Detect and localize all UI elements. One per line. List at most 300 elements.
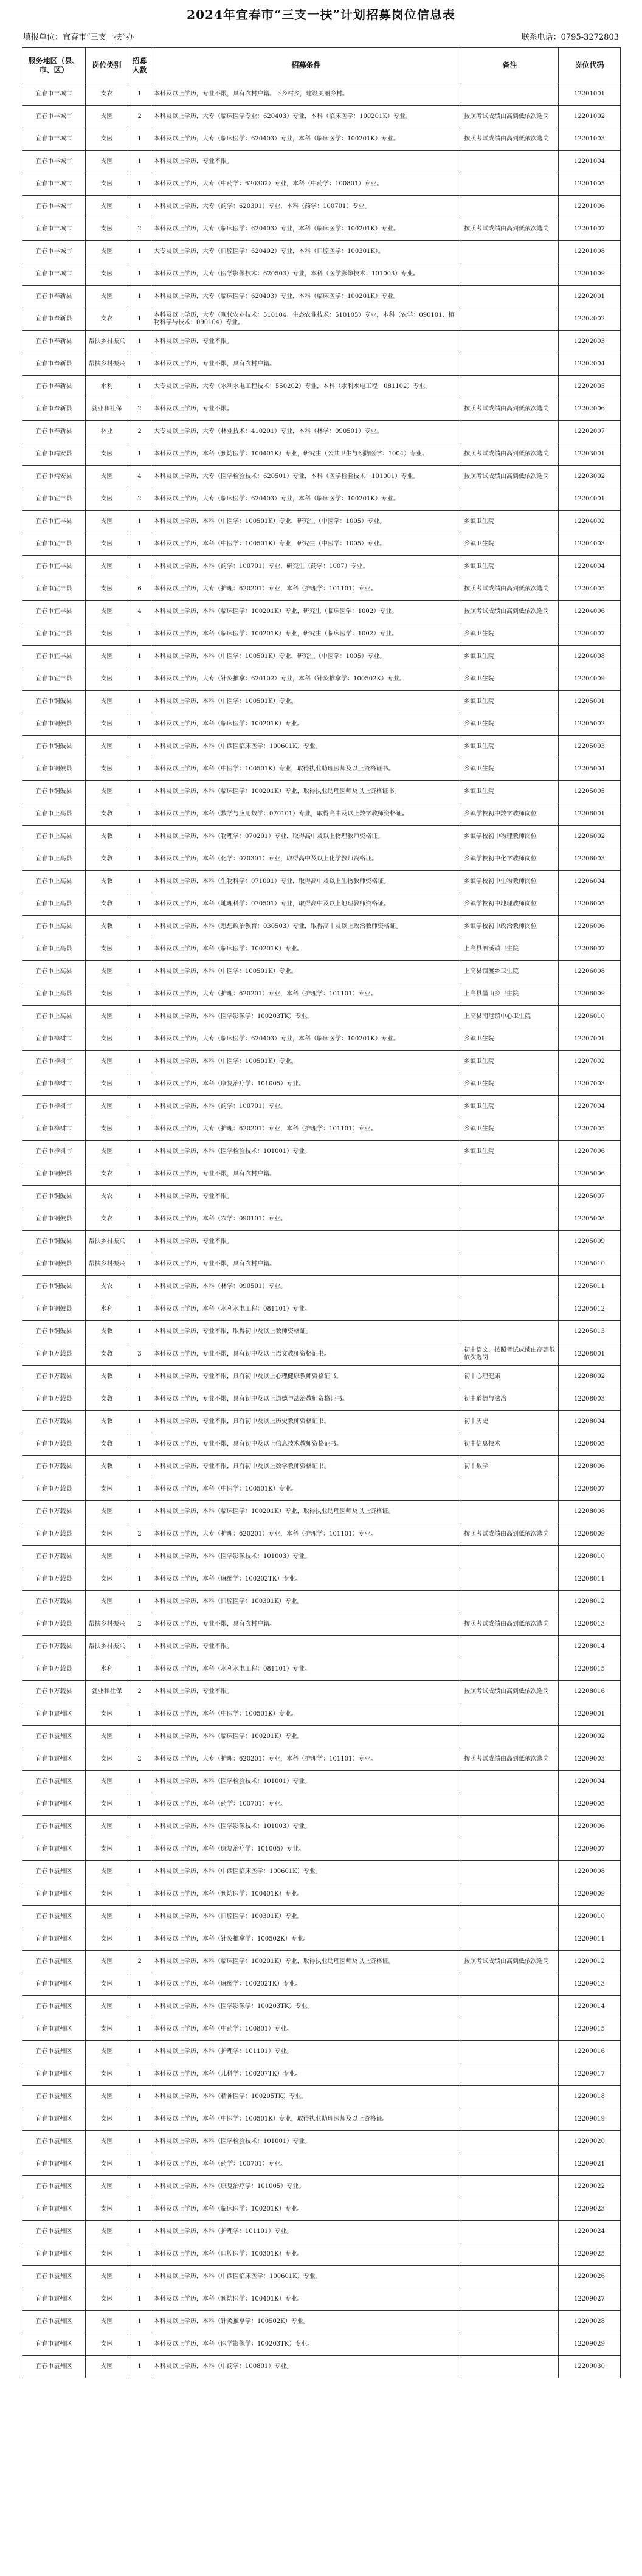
conditions-cell: 本科及以上学历，大专（护理：620201）专业，本科（护理学：101101）专业。 bbox=[151, 578, 461, 601]
category-cell: 支医 bbox=[86, 1816, 128, 1838]
code-cell: 12202004 bbox=[559, 353, 621, 376]
remarks-cell bbox=[461, 1838, 559, 1861]
conditions-cell: 本科及以上学历，专业不限。 bbox=[151, 398, 461, 421]
remarks-cell bbox=[461, 1231, 559, 1253]
category-cell: 支医 bbox=[86, 2063, 128, 2086]
count-cell: 1 bbox=[128, 1366, 151, 1388]
category-cell: 支农 bbox=[86, 1276, 128, 1298]
table-row bbox=[22, 263, 621, 286]
column-header-region: 服务地区（县、市、区） bbox=[22, 48, 86, 83]
remarks-cell bbox=[461, 2311, 559, 2333]
count-cell: 1 bbox=[128, 916, 151, 938]
count-cell: 1 bbox=[128, 2288, 151, 2311]
category-cell: 支医 bbox=[86, 1028, 128, 1051]
table-row bbox=[22, 1208, 621, 1231]
remarks-cell: 乡镇卫生院 bbox=[461, 623, 559, 646]
region-cell: 宜春市万载县 bbox=[22, 1636, 86, 1658]
code-cell: 12204009 bbox=[559, 668, 621, 691]
region-cell: 宜春市袁州区 bbox=[22, 2153, 86, 2176]
region-cell: 宜春市樟树市 bbox=[22, 1096, 86, 1118]
table-row bbox=[22, 646, 621, 668]
category-cell: 帮扶乡村振兴 bbox=[86, 331, 128, 353]
category-cell: 支医 bbox=[86, 2086, 128, 2108]
category-cell: 支医 bbox=[86, 2311, 128, 2333]
conditions-cell: 本科及以上学历，专业不限。 bbox=[151, 1636, 461, 1658]
region-cell: 宜春市万载县 bbox=[22, 1658, 86, 1681]
remarks-cell: 上高县泗溪镇卫生院 bbox=[461, 938, 559, 961]
category-cell: 支医 bbox=[86, 1793, 128, 1816]
conditions-cell: 本科及以上学历，大专（药学：620301）专业，本科（药学：100701）专业。 bbox=[151, 196, 461, 218]
conditions-cell: 本科及以上学历，本科（林学：090501）专业。 bbox=[151, 1276, 461, 1298]
table-row bbox=[22, 2041, 621, 2063]
count-cell: 2 bbox=[128, 398, 151, 421]
category-cell: 支农 bbox=[86, 1186, 128, 1208]
region-cell: 宜春市铜鼓县 bbox=[22, 713, 86, 736]
count-cell: 2 bbox=[128, 1613, 151, 1636]
region-cell: 宜春市丰城市 bbox=[22, 128, 86, 151]
remarks-cell: 乡镇卫生院 bbox=[461, 758, 559, 781]
conditions-cell: 本科及以上学历，专业不限，具有初中及以上数学教师资格证书。 bbox=[151, 1456, 461, 1478]
table-row bbox=[22, 1253, 621, 1276]
table-row bbox=[22, 2333, 621, 2356]
region-cell: 宜春市樟树市 bbox=[22, 1073, 86, 1096]
count-cell: 1 bbox=[128, 1208, 151, 1231]
region-cell: 宜春市上高县 bbox=[22, 961, 86, 983]
count-cell: 1 bbox=[128, 1276, 151, 1298]
code-cell: 12209030 bbox=[559, 2356, 621, 2378]
conditions-cell: 本科及以上学历，专业不限。 bbox=[151, 1681, 461, 1703]
region-cell: 宜春市万载县 bbox=[22, 1546, 86, 1568]
category-cell: 支教 bbox=[86, 1433, 128, 1456]
count-cell: 1 bbox=[128, 1118, 151, 1141]
conditions-cell: 本科及以上学历，专业不限，具有初中及以上心理健康教师资格证书。 bbox=[151, 1366, 461, 1388]
remarks-cell: 初中心理健康 bbox=[461, 1366, 559, 1388]
conditions-cell: 本科及以上学历，本科（中医学：100501K）专业，取得执业助理医师及以上资格证书。 bbox=[151, 758, 461, 781]
code-cell: 12202001 bbox=[559, 286, 621, 308]
table-row bbox=[22, 736, 621, 758]
code-cell: 12209021 bbox=[559, 2153, 621, 2176]
remarks-cell: 按照考试成绩由高到低依次选岗 bbox=[461, 1523, 559, 1546]
count-cell: 1 bbox=[128, 286, 151, 308]
positions-table bbox=[22, 47, 621, 2378]
region-cell: 宜春市宜丰县 bbox=[22, 668, 86, 691]
region-cell: 宜春市袁州区 bbox=[22, 1928, 86, 1951]
table-row bbox=[22, 511, 621, 533]
conditions-cell: 本科及以上学历，本科（康复治疗学：101005）专业。 bbox=[151, 1073, 461, 1096]
conditions-cell: 本科及以上学历，专业不限，具有农村户籍。 bbox=[151, 1163, 461, 1186]
table-row bbox=[22, 1028, 621, 1051]
count-cell: 1 bbox=[128, 2153, 151, 2176]
remarks-cell bbox=[461, 2288, 559, 2311]
count-cell: 1 bbox=[128, 2108, 151, 2131]
count-cell: 1 bbox=[128, 1501, 151, 1523]
region-cell: 宜春市万载县 bbox=[22, 1411, 86, 1433]
region-cell: 宜春市丰城市 bbox=[22, 196, 86, 218]
remarks-cell bbox=[461, 1208, 559, 1231]
code-cell: 12204006 bbox=[559, 601, 621, 623]
remarks-cell bbox=[461, 421, 559, 443]
code-cell: 12208012 bbox=[559, 1591, 621, 1613]
category-cell: 支医 bbox=[86, 218, 128, 241]
code-cell: 12207001 bbox=[559, 1028, 621, 1051]
category-cell: 支医 bbox=[86, 983, 128, 1006]
remarks-cell bbox=[461, 173, 559, 196]
remarks-cell: 按照考试成绩由高到低依次选岗 bbox=[461, 1951, 559, 1973]
category-cell: 支医 bbox=[86, 1096, 128, 1118]
code-cell: 12208013 bbox=[559, 1613, 621, 1636]
region-cell: 宜春市万载县 bbox=[22, 1568, 86, 1591]
count-cell: 1 bbox=[128, 2311, 151, 2333]
conditions-cell: 本科及以上学历，本科（生物科学：071001）专业，取得高中及以上生物教师资格证。 bbox=[151, 871, 461, 893]
remarks-cell: 乡镇学校初中数学教师岗位 bbox=[461, 803, 559, 826]
remarks-cell: 乡镇卫生院 bbox=[461, 1096, 559, 1118]
count-cell: 1 bbox=[128, 151, 151, 173]
table-row bbox=[22, 871, 621, 893]
conditions-cell: 本科及以上学历，本科（口腔医学：100301K）专业。 bbox=[151, 2243, 461, 2266]
conditions-cell: 本科及以上学历，本科（临床医学：100201K）专业，取得执业助理医师及以上资格证书。 bbox=[151, 781, 461, 803]
code-cell: 12209014 bbox=[559, 1996, 621, 2018]
count-cell: 1 bbox=[128, 1928, 151, 1951]
remarks-cell bbox=[461, 1253, 559, 1276]
count-cell: 1 bbox=[128, 2198, 151, 2221]
count-cell: 1 bbox=[128, 2243, 151, 2266]
code-cell: 12207002 bbox=[559, 1051, 621, 1073]
remarks-cell bbox=[461, 353, 559, 376]
count-cell: 1 bbox=[128, 803, 151, 826]
code-cell: 12201007 bbox=[559, 218, 621, 241]
region-cell: 宜春市袁州区 bbox=[22, 2311, 86, 2333]
count-cell: 1 bbox=[128, 736, 151, 758]
conditions-cell: 本科及以上学历，本科（医学影像学：100203TK）专业。 bbox=[151, 1006, 461, 1028]
count-cell: 1 bbox=[128, 1591, 151, 1613]
count-cell: 1 bbox=[128, 758, 151, 781]
conditions-cell: 本科及以上学历，本科（中医学：100501K）专业。 bbox=[151, 1051, 461, 1073]
table-row bbox=[22, 1996, 621, 2018]
remarks-cell bbox=[461, 2018, 559, 2041]
conditions-cell: 本科及以上学历，本科（医学影像技术：101003）专业。 bbox=[151, 1816, 461, 1838]
table-row bbox=[22, 1546, 621, 1568]
region-cell: 宜春市袁州区 bbox=[22, 1726, 86, 1748]
remarks-cell bbox=[461, 196, 559, 218]
remarks-cell: 按照考试成绩由高到低依次选岗 bbox=[461, 398, 559, 421]
count-cell: 1 bbox=[128, 1006, 151, 1028]
table-header-row bbox=[22, 48, 621, 83]
code-cell: 12209019 bbox=[559, 2108, 621, 2131]
region-cell: 宜春市万载县 bbox=[22, 1523, 86, 1546]
category-cell: 支农 bbox=[86, 83, 128, 106]
category-cell: 支教 bbox=[86, 1411, 128, 1433]
remarks-cell: 初中历史 bbox=[461, 1411, 559, 1433]
count-cell: 1 bbox=[128, 826, 151, 848]
conditions-cell: 本科及以上学历，本科（临床医学：100201K）专业。 bbox=[151, 2198, 461, 2221]
remarks-cell: 上高县南港镇中心卫生院 bbox=[461, 1006, 559, 1028]
table-row bbox=[22, 1636, 621, 1658]
table-row bbox=[22, 421, 621, 443]
count-cell: 1 bbox=[128, 1793, 151, 1816]
table-row bbox=[22, 1096, 621, 1118]
count-cell: 1 bbox=[128, 1726, 151, 1748]
table-row bbox=[22, 376, 621, 398]
category-cell: 支医 bbox=[86, 623, 128, 646]
code-cell: 12209018 bbox=[559, 2086, 621, 2108]
remarks-cell bbox=[461, 2041, 559, 2063]
table-row bbox=[22, 1321, 621, 1343]
conditions-cell: 本科及以上学历，本科（针灸推拿学：100502K）专业。 bbox=[151, 2311, 461, 2333]
category-cell: 帮扶乡村振兴 bbox=[86, 1613, 128, 1636]
count-cell: 1 bbox=[128, 2018, 151, 2041]
count-cell: 1 bbox=[128, 961, 151, 983]
region-cell: 宜春市樟树市 bbox=[22, 1118, 86, 1141]
code-cell: 12205012 bbox=[559, 1298, 621, 1321]
conditions-cell: 本科及以上学历，本科（数学与应用数学：070101）专业，取得高中及以上数学教师资格证。 bbox=[151, 803, 461, 826]
count-cell: 1 bbox=[128, 1231, 151, 1253]
conditions-cell: 本科及以上学历，本科（临床医学：100201K）专业。 bbox=[151, 713, 461, 736]
region-cell: 宜春市铜鼓县 bbox=[22, 1253, 86, 1276]
code-cell: 12202006 bbox=[559, 398, 621, 421]
code-cell: 12202002 bbox=[559, 308, 621, 331]
count-cell: 1 bbox=[128, 83, 151, 106]
table-row bbox=[22, 83, 621, 106]
count-cell: 1 bbox=[128, 376, 151, 398]
region-cell: 宜春市宜丰县 bbox=[22, 623, 86, 646]
code-cell: 12209003 bbox=[559, 1748, 621, 1771]
remarks-cell bbox=[461, 1298, 559, 1321]
conditions-cell: 本科及以上学历，本科（中医学：100501K）专业。 bbox=[151, 1478, 461, 1501]
conditions-cell: 本科及以上学历，本科（精神医学：100205TK）专业。 bbox=[151, 2086, 461, 2108]
conditions-cell: 本科及以上学历，专业不限。 bbox=[151, 151, 461, 173]
conditions-cell: 本科及以上学历，大专（护理：620201）专业，本科（护理学：101101）专业。 bbox=[151, 983, 461, 1006]
region-cell: 宜春市万载县 bbox=[22, 1478, 86, 1501]
remarks-cell bbox=[461, 1726, 559, 1748]
region-cell: 宜春市宜丰县 bbox=[22, 578, 86, 601]
count-cell: 1 bbox=[128, 2063, 151, 2086]
region-cell: 宜春市丰城市 bbox=[22, 173, 86, 196]
conditions-cell: 本科及以上学历，本科（思想政治教育：030503）专业，取得高中及以上政治教师资格证。 bbox=[151, 916, 461, 938]
remarks-cell: 初中道德与法治 bbox=[461, 1388, 559, 1411]
category-cell: 支医 bbox=[86, 1478, 128, 1501]
code-cell: 12206002 bbox=[559, 826, 621, 848]
remarks-cell: 初中数学 bbox=[461, 1456, 559, 1478]
remarks-cell: 乡镇卫生院 bbox=[461, 668, 559, 691]
category-cell: 支医 bbox=[86, 1861, 128, 1883]
table-row bbox=[22, 848, 621, 871]
count-cell: 1 bbox=[128, 1703, 151, 1726]
conditions-cell: 本科及以上学历，专业不限，具有农村户籍。 bbox=[151, 1613, 461, 1636]
remarks-cell bbox=[461, 1591, 559, 1613]
region-cell: 宜春市万载县 bbox=[22, 1343, 86, 1366]
remarks-cell bbox=[461, 2063, 559, 2086]
code-cell: 12209029 bbox=[559, 2333, 621, 2356]
conditions-cell: 本科及以上学历，本科（医学影像学：100203TK）专业。 bbox=[151, 1996, 461, 2018]
table-row bbox=[22, 668, 621, 691]
table-row bbox=[22, 173, 621, 196]
remarks-cell bbox=[461, 1973, 559, 1996]
code-cell: 12207006 bbox=[559, 1141, 621, 1163]
conditions-cell: 本科及以上学历，大专（临床医学：620403）专业，本科（临床医学：100201K）专业。 bbox=[151, 488, 461, 511]
table-row bbox=[22, 1501, 621, 1523]
remarks-cell: 乡镇卫生院 bbox=[461, 556, 559, 578]
code-cell: 12206008 bbox=[559, 961, 621, 983]
table-row bbox=[22, 2311, 621, 2333]
region-cell: 宜春市奉新县 bbox=[22, 421, 86, 443]
remarks-cell bbox=[461, 1793, 559, 1816]
count-cell: 1 bbox=[128, 1816, 151, 1838]
code-cell: 12201008 bbox=[559, 241, 621, 263]
region-cell: 宜春市铜鼓县 bbox=[22, 781, 86, 803]
category-cell: 就业和社保 bbox=[86, 1681, 128, 1703]
code-cell: 12204003 bbox=[559, 533, 621, 556]
count-cell: 1 bbox=[128, 1073, 151, 1096]
region-cell: 宜春市袁州区 bbox=[22, 1838, 86, 1861]
code-cell: 12207005 bbox=[559, 1118, 621, 1141]
code-cell: 12204001 bbox=[559, 488, 621, 511]
category-cell: 支医 bbox=[86, 2131, 128, 2153]
code-cell: 12205004 bbox=[559, 758, 621, 781]
count-cell: 1 bbox=[128, 713, 151, 736]
table-row bbox=[22, 1051, 621, 1073]
region-cell: 宜春市铜鼓县 bbox=[22, 1208, 86, 1231]
table-row bbox=[22, 1298, 621, 1321]
conditions-cell: 本科及以上学历，大专（护理：620201）专业，本科（护理学：101101）专业。 bbox=[151, 1748, 461, 1771]
conditions-cell: 本科及以上学历，大专（医学影像技术：620503）专业，本科（医学影像技术：101003）专业。 bbox=[151, 263, 461, 286]
conditions-cell: 本科及以上学历，本科（护理学：101101）专业。 bbox=[151, 2221, 461, 2243]
code-cell: 12209012 bbox=[559, 1951, 621, 1973]
table-row bbox=[22, 2356, 621, 2378]
region-cell: 宜春市宜丰县 bbox=[22, 646, 86, 668]
code-cell: 12205008 bbox=[559, 1208, 621, 1231]
count-cell: 1 bbox=[128, 1973, 151, 1996]
category-cell: 支教 bbox=[86, 1456, 128, 1478]
category-cell: 支医 bbox=[86, 128, 128, 151]
table-row bbox=[22, 2131, 621, 2153]
conditions-cell: 本科及以上学历，本科（麻醉学：100202TK）专业。 bbox=[151, 1568, 461, 1591]
count-cell: 1 bbox=[128, 1186, 151, 1208]
count-cell: 1 bbox=[128, 668, 151, 691]
region-cell: 宜春市万载县 bbox=[22, 1613, 86, 1636]
code-cell: 12208005 bbox=[559, 1433, 621, 1456]
code-cell: 12209016 bbox=[559, 2041, 621, 2063]
category-cell: 支医 bbox=[86, 1951, 128, 1973]
count-cell: 1 bbox=[128, 353, 151, 376]
conditions-cell: 本科及以上学历，专业不限。 bbox=[151, 1186, 461, 1208]
table-row bbox=[22, 1771, 621, 1793]
code-cell: 12208004 bbox=[559, 1411, 621, 1433]
region-cell: 宜春市奉新县 bbox=[22, 353, 86, 376]
code-cell: 12209007 bbox=[559, 1838, 621, 1861]
table-row bbox=[22, 1816, 621, 1838]
category-cell: 支教 bbox=[86, 916, 128, 938]
conditions-cell: 本科及以上学历，本科（康复治疗学：101005）专业。 bbox=[151, 2176, 461, 2198]
category-cell: 支医 bbox=[86, 1501, 128, 1523]
code-cell: 12209006 bbox=[559, 1816, 621, 1838]
code-cell: 12205010 bbox=[559, 1253, 621, 1276]
count-cell: 1 bbox=[128, 1883, 151, 1906]
remarks-cell bbox=[461, 2108, 559, 2131]
code-cell: 12204007 bbox=[559, 623, 621, 646]
code-cell: 12205005 bbox=[559, 781, 621, 803]
code-cell: 12206003 bbox=[559, 848, 621, 871]
code-cell: 12201002 bbox=[559, 106, 621, 128]
code-cell: 12209013 bbox=[559, 1973, 621, 1996]
category-cell: 支医 bbox=[86, 1996, 128, 2018]
conditions-cell: 本科及以上学历，本科（中药学：100801）专业。 bbox=[151, 2018, 461, 2041]
count-cell: 6 bbox=[128, 578, 151, 601]
category-cell: 就业和社保 bbox=[86, 398, 128, 421]
region-cell: 宜春市铜鼓县 bbox=[22, 736, 86, 758]
category-cell: 支医 bbox=[86, 781, 128, 803]
conditions-cell: 本科及以上学历，本科（康复治疗学：101005）专业。 bbox=[151, 1838, 461, 1861]
conditions-cell: 本科及以上学历，本科（针灸推拿学：100502K）专业。 bbox=[151, 1928, 461, 1951]
count-cell: 2 bbox=[128, 1681, 151, 1703]
conditions-cell: 本科及以上学历，本科（医学影像技术：101003）专业。 bbox=[151, 1546, 461, 1568]
region-cell: 宜春市袁州区 bbox=[22, 1951, 86, 1973]
count-cell: 4 bbox=[128, 466, 151, 488]
category-cell: 帮扶乡村振兴 bbox=[86, 1231, 128, 1253]
table-row bbox=[22, 1343, 621, 1366]
region-cell: 宜春市铜鼓县 bbox=[22, 691, 86, 713]
conditions-cell: 本科及以上学历，大专（护理：620201）专业，本科（护理学：101101）专业。 bbox=[151, 1523, 461, 1546]
code-cell: 12202005 bbox=[559, 376, 621, 398]
code-cell: 12206001 bbox=[559, 803, 621, 826]
conditions-cell: 本科及以上学历，本科（中医学：100501K）专业，研究生（中医学：1005）专业。 bbox=[151, 511, 461, 533]
region-cell: 宜春市万载县 bbox=[22, 1591, 86, 1613]
category-cell: 支医 bbox=[86, 2176, 128, 2198]
category-cell: 支医 bbox=[86, 668, 128, 691]
code-cell: 12209009 bbox=[559, 1883, 621, 1906]
region-cell: 宜春市丰城市 bbox=[22, 106, 86, 128]
region-cell: 宜春市宜丰县 bbox=[22, 556, 86, 578]
table-row bbox=[22, 2288, 621, 2311]
region-cell: 宜春市丰城市 bbox=[22, 263, 86, 286]
category-cell: 支医 bbox=[86, 1726, 128, 1748]
code-cell: 12202007 bbox=[559, 421, 621, 443]
table-row bbox=[22, 128, 621, 151]
region-cell: 宜春市奉新县 bbox=[22, 331, 86, 353]
table-row bbox=[22, 1163, 621, 1186]
remarks-cell bbox=[461, 1276, 559, 1298]
count-cell: 1 bbox=[128, 128, 151, 151]
table-row bbox=[22, 1231, 621, 1253]
count-cell: 1 bbox=[128, 1636, 151, 1658]
region-cell: 宜春市靖安县 bbox=[22, 466, 86, 488]
region-cell: 宜春市万载县 bbox=[22, 1433, 86, 1456]
table-row bbox=[22, 1433, 621, 1456]
remarks-cell: 按照考试成绩由高到低依次选岗 bbox=[461, 1613, 559, 1636]
category-cell: 林业 bbox=[86, 421, 128, 443]
conditions-cell: 本科及以上学历，本科（中西医临床医学：100601K）专业。 bbox=[151, 2266, 461, 2288]
count-cell: 1 bbox=[128, 1253, 151, 1276]
count-cell: 1 bbox=[128, 2176, 151, 2198]
remarks-cell: 乡镇卫生院 bbox=[461, 646, 559, 668]
remarks-cell: 按照考试成绩由高到低依次选岗 bbox=[461, 601, 559, 623]
conditions-cell: 本科及以上学历，大专（临床医学：620403）专业，本科（临床医学：100201K）专业。 bbox=[151, 1028, 461, 1051]
code-cell: 12209004 bbox=[559, 1771, 621, 1793]
category-cell: 支医 bbox=[86, 1523, 128, 1546]
region-cell: 宜春市上高县 bbox=[22, 803, 86, 826]
conditions-cell: 本科及以上学历，本科（农学：090101）专业。 bbox=[151, 1208, 461, 1231]
count-cell: 1 bbox=[128, 623, 151, 646]
code-cell: 12208010 bbox=[559, 1546, 621, 1568]
category-cell: 支医 bbox=[86, 713, 128, 736]
remarks-cell bbox=[461, 2086, 559, 2108]
conditions-cell: 大专及以上学历，大专（口腔医学：620402）专业，本科（口腔医学：100301K）。 bbox=[151, 241, 461, 263]
code-cell: 12209011 bbox=[559, 1928, 621, 1951]
table-row bbox=[22, 916, 621, 938]
code-cell: 12201001 bbox=[559, 83, 621, 106]
table-row bbox=[22, 1073, 621, 1096]
region-cell: 宜春市上高县 bbox=[22, 871, 86, 893]
remarks-cell: 乡镇卫生院 bbox=[461, 511, 559, 533]
